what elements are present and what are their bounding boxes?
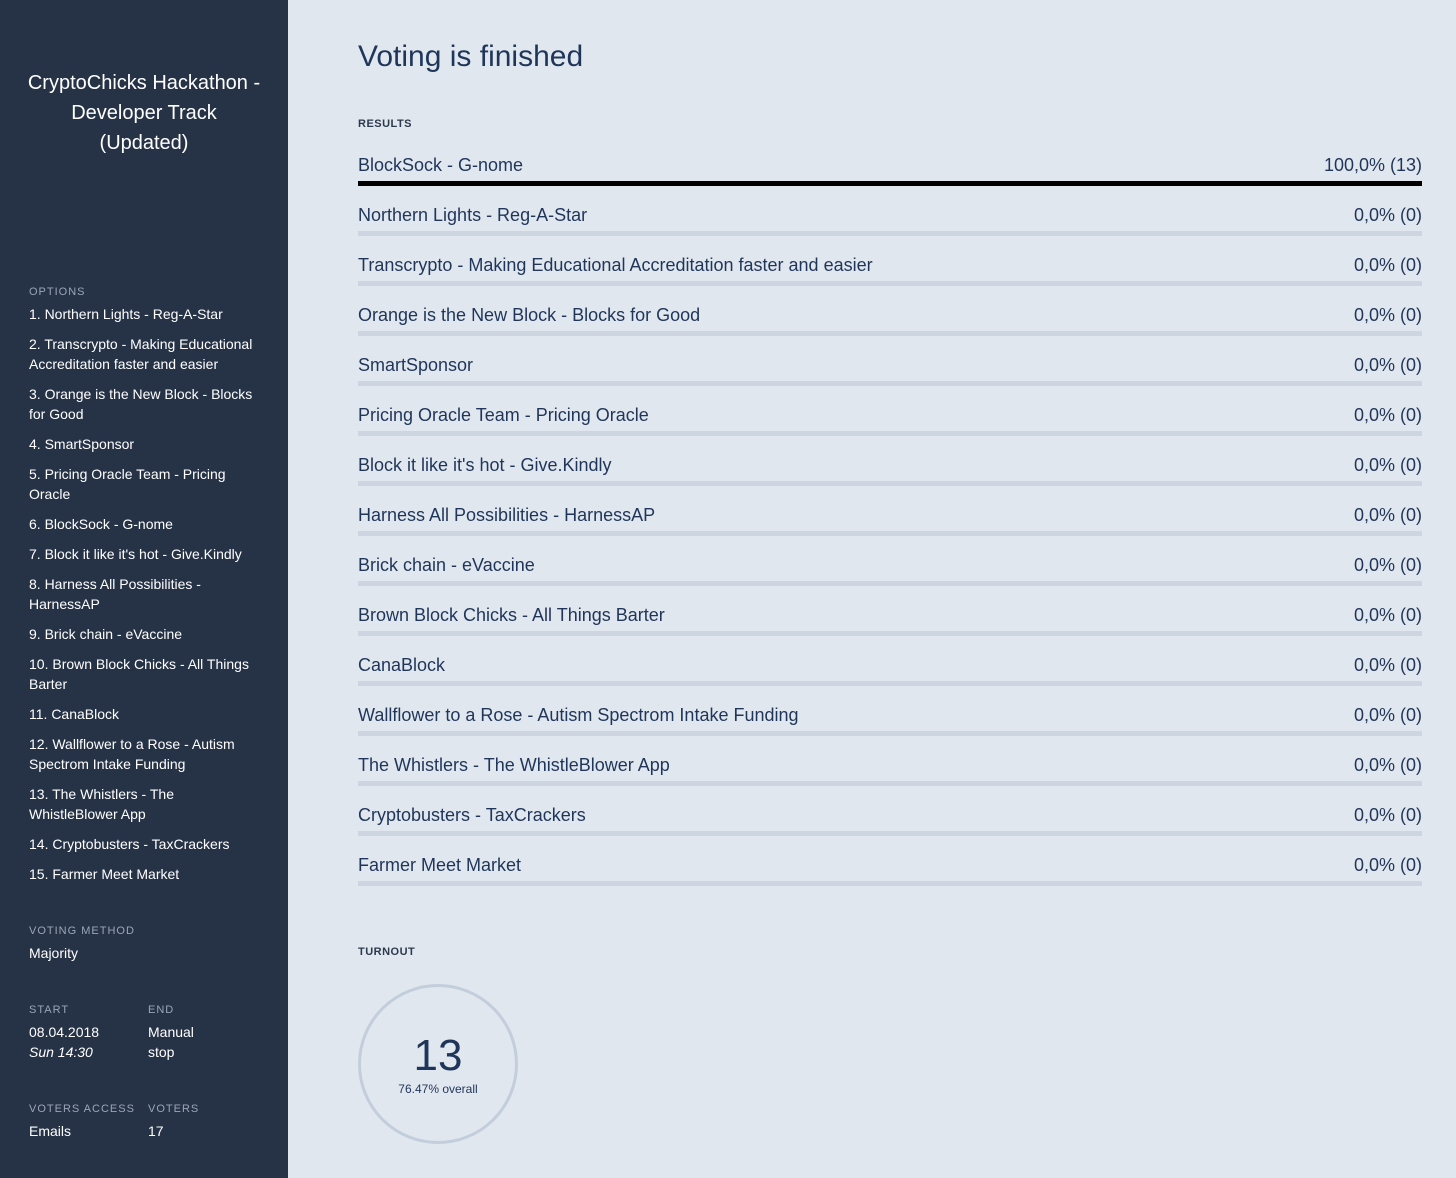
- result-row: [358, 700, 1422, 750]
- result-bar-track: [358, 431, 1422, 436]
- page-title: Voting is finished: [358, 40, 584, 73]
- result-bar-track: [358, 231, 1422, 236]
- options-section: [29, 286, 269, 894]
- result-name: Block it like it's hot - Give.Kindly: [358, 455, 612, 475]
- result-percent: 0,0% (0): [1353, 255, 1422, 275]
- result-name: Harness All Possibilities - HarnessAP: [358, 505, 656, 525]
- option-item: 8. Harness All Possibilities - HarnessAP: [29, 576, 201, 612]
- option-item: 11. CanaBlock: [29, 706, 120, 722]
- result-bar-track: [358, 781, 1422, 786]
- result-percent: 0,0% (0): [1353, 705, 1422, 725]
- result-percent: 0,0% (0): [1353, 205, 1422, 225]
- result-percent: 0,0% (0): [1353, 755, 1422, 775]
- end-label: END: [148, 1004, 175, 1016]
- options-list: [29, 304, 269, 884]
- result-percent: 0,0% (0): [1353, 305, 1422, 325]
- result-percent: 0,0% (0): [1353, 855, 1422, 875]
- result-row: [358, 250, 1422, 300]
- option-item: 12. Wallflower to a Rose - Autism Spectrom Intake Funding: [29, 736, 235, 772]
- result-row: [358, 500, 1422, 550]
- result-bar-track: [358, 531, 1422, 536]
- option-item: 15. Farmer Meet Market: [29, 866, 180, 882]
- option-item: 9. Brick chain - eVaccine: [29, 626, 183, 642]
- result-bar-track: [358, 681, 1422, 686]
- result-bar-track: [358, 381, 1422, 386]
- result-name: Brown Block Chicks - All Things Barter: [358, 605, 665, 625]
- result-percent: 100,0% (13): [1323, 155, 1422, 175]
- result-bar-track: [358, 181, 1422, 186]
- start-time: Sun 14:30: [29, 1044, 93, 1060]
- result-percent: 0,0% (0): [1353, 355, 1422, 375]
- result-row: [358, 750, 1422, 800]
- result-percent: 0,0% (0): [1353, 555, 1422, 575]
- result-bar-track: [358, 581, 1422, 586]
- result-name: Transcrypto - Making Educational Accreditation faster and easier: [358, 255, 873, 275]
- option-item: 3. Orange is the New Block - Blocks for Good: [29, 386, 253, 422]
- result-bar-track: [358, 731, 1422, 736]
- voters-access-section: [29, 1103, 135, 1141]
- option-item: 4. SmartSponsor: [29, 436, 135, 452]
- result-name: Wallflower to a Rose - Autism Spectrom Intake Funding: [358, 705, 799, 725]
- voters-access-value: Emails: [29, 1123, 72, 1139]
- result-bar-track: [358, 331, 1422, 336]
- turnout-circle: [358, 984, 518, 1144]
- result-bar-track: [358, 481, 1422, 486]
- option-item: 14. Cryptobusters - TaxCrackers: [29, 836, 230, 852]
- voters-access-label: VOTERS ACCESS: [29, 1103, 135, 1115]
- result-bar-track: [358, 631, 1422, 636]
- result-row: [358, 550, 1422, 600]
- voters-value: 17: [148, 1123, 164, 1139]
- results-list: [358, 150, 1422, 900]
- result-row: [358, 650, 1422, 700]
- voters-section: [148, 1103, 199, 1141]
- end-section: [148, 1004, 194, 1062]
- option-item: 10. Brown Block Chicks - All Things Barter: [29, 656, 249, 692]
- result-name: BlockSock - G-nome: [358, 155, 524, 175]
- result-bar-track: [358, 281, 1422, 286]
- turnout-count: 13: [413, 1031, 463, 1080]
- result-row: [358, 800, 1422, 850]
- result-bar-fill: [358, 181, 1422, 186]
- option-item: 1. Northern Lights - Reg-A-Star: [29, 306, 223, 322]
- result-name: SmartSponsor: [358, 355, 474, 375]
- start-label: START: [29, 1004, 70, 1016]
- sidebar: [0, 0, 288, 1178]
- result-name: Brick chain - eVaccine: [358, 555, 535, 575]
- result-name: Orange is the New Block - Blocks for Good: [358, 305, 701, 325]
- result-row: [358, 200, 1422, 250]
- option-item: 13. The Whistlers - The WhistleBlower App: [29, 786, 174, 822]
- start-date: 08.04.2018: [29, 1024, 100, 1040]
- result-percent: 0,0% (0): [1353, 805, 1422, 825]
- end-value-line1: Manual: [148, 1024, 194, 1040]
- result-name: CanaBlock: [358, 655, 446, 675]
- result-name: Cryptobusters - TaxCrackers: [358, 805, 586, 825]
- result-row: [358, 450, 1422, 500]
- result-percent: 0,0% (0): [1353, 505, 1422, 525]
- option-item: 7. Block it like it's hot - Give.Kindly: [29, 546, 242, 562]
- start-section: [29, 1004, 99, 1062]
- voting-method-label: VOTING METHOD: [29, 925, 135, 937]
- result-row: [358, 600, 1422, 650]
- result-name: Pricing Oracle Team - Pricing Oracle: [358, 405, 649, 425]
- result-name: Farmer Meet Market: [358, 855, 522, 875]
- poll-title: CryptoChicks Hackathon - Developer Track (Updated): [27, 72, 261, 154]
- result-row: [358, 350, 1422, 400]
- result-percent: 0,0% (0): [1353, 455, 1422, 475]
- result-bar-track: [358, 881, 1422, 886]
- voting-method-value: Majority: [29, 945, 79, 961]
- result-percent: 0,0% (0): [1353, 605, 1422, 625]
- option-item: 2. Transcrypto - Making Educational Accreditation faster and easier: [29, 336, 253, 372]
- result-name: Northern Lights - Reg-A-Star: [358, 205, 588, 225]
- result-bar-track: [358, 831, 1422, 836]
- results-label: RESULTS: [358, 118, 413, 130]
- result-name: The Whistlers - The WhistleBlower App: [358, 755, 670, 775]
- option-item: 5. Pricing Oracle Team - Pricing Oracle: [29, 466, 226, 502]
- result-row: [358, 150, 1422, 200]
- voting-method-section: [29, 925, 135, 963]
- end-value-line2: stop: [148, 1044, 175, 1060]
- option-item: 6. BlockSock - G-nome: [29, 516, 173, 532]
- turnout-label: TURNOUT: [358, 946, 416, 958]
- result-percent: 0,0% (0): [1353, 655, 1422, 675]
- options-label: OPTIONS: [29, 286, 86, 298]
- result-row: [358, 400, 1422, 450]
- result-row: [358, 850, 1422, 900]
- result-row: [358, 300, 1422, 350]
- result-percent: 0,0% (0): [1353, 405, 1422, 425]
- voters-label: VOTERS: [148, 1103, 200, 1115]
- turnout-percent: 76.47% overall: [398, 1082, 478, 1096]
